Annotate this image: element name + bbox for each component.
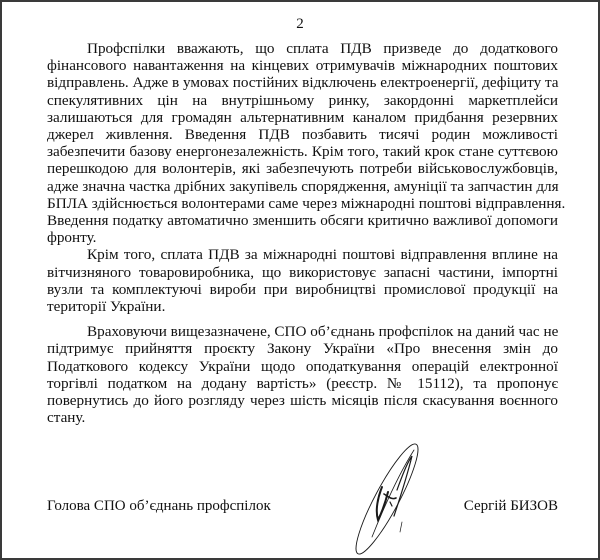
paragraph-vat-impact xyxy=(47,40,566,247)
text-line: торгівлі податком на додану вартість» (реєстр. № 15112), та пропонує xyxy=(47,374,558,392)
paragraph-domestic-producers xyxy=(47,246,558,315)
paragraph-conclusion xyxy=(47,323,558,426)
document-body xyxy=(47,40,566,427)
signature-icon xyxy=(342,442,432,557)
text-line: Профспілки вважають, що сплата ПДВ призведе до додаткового xyxy=(87,40,558,57)
text-line: залишаються для громадян альтернативним каналом придбання резервних xyxy=(47,108,558,126)
text-line: вітчизняного товаровиробника, що використовує запасні частини, імпортні xyxy=(47,263,558,281)
page-number: 2 xyxy=(296,16,304,32)
text-line: забезпечити базову енергонезалежність. Крім того, такий крок стане суттєвою xyxy=(47,143,558,161)
text-line: фінансового навантаження на кінцевих отримувачів міжнародних поштових xyxy=(47,57,558,75)
signatory-title: Голова СПО об’єднань профспілок xyxy=(47,498,271,514)
text-line: підтримує прийняття проєкту Закону України «Про внесення змін до xyxy=(47,340,558,358)
text-line: стану. xyxy=(47,409,86,427)
text-line: джерел живлення. Введення ПДВ позбавить тисячі родин можливості xyxy=(47,126,558,144)
text-line: перешкодою для волонтерів, які забезпечують потреби військовослужбовців, xyxy=(47,160,558,178)
text-line: адже значна частка дрібних закупівель спорядження, амуніції та запчастин для xyxy=(47,177,559,195)
text-line: Враховуючи вищезазначене, СПО об’єднань профспілок на даний час не xyxy=(87,323,559,341)
signatory-name: Сергій БИЗОВ xyxy=(463,498,558,514)
text-line: відправлень. Адже в умовах постійних відключень електроенергії, дефіциту та xyxy=(47,74,559,92)
text-line: вузли та комплектуючі вироби при виробництві промислової продукції на xyxy=(47,280,558,298)
paragraph-gap xyxy=(47,315,558,323)
text-line: Введення податку автоматично зменшить обсяги критично важливої допомоги xyxy=(47,212,558,230)
text-line: Крім того, сплата ПДВ за міжнародні поштові відправлення вплине на xyxy=(87,246,558,264)
text-line: фронту. xyxy=(47,229,97,247)
text-line: БПЛА здійснюється волонтерами саме через міжнародні поштові відправлення. xyxy=(47,194,566,212)
text-line: території України. xyxy=(47,298,166,316)
text-line: Податкового кодексу України щодо оподаткування операцій електронної xyxy=(47,357,558,375)
text-line: спекулятивних цін на внутрішньому ринку, закордонні маркетплейси xyxy=(47,91,558,109)
text-line: повернутись до його розгляду через шість місяців після скасування воєнного xyxy=(47,392,558,410)
